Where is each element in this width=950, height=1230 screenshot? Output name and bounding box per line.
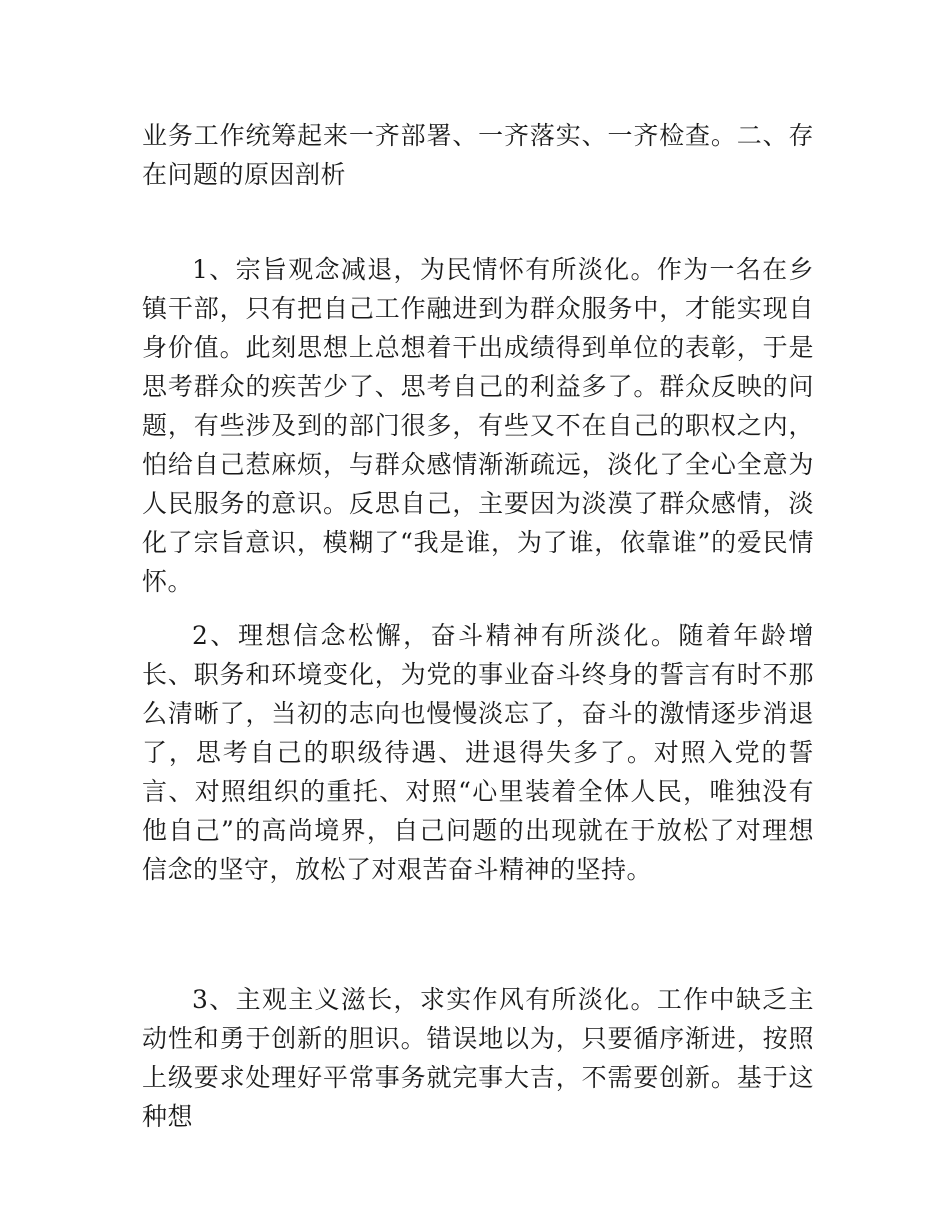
paragraph-1: 1、宗旨观念减退，为民情怀有所淡化。作为一名在乡镇干部，只有把自己工作融进到为群众服务中，才能实现自身价值。此刻思想上总想着干出成绩得到单位的表彰，于是思考群众的疾苦少了、思考自己的利益多了。群众反映的问题，有些涉及到的部门很多，有些又不在自己的职权之内，怕给自己惹麻烦，与群众感情渐渐疏远，淡化了全心全意为人民服务的意识。反思自己，主要因为淡漠了群众感情，淡化了宗旨意识，模糊了“我是谁，为了谁，依靠谁”的爱民情怀。 xyxy=(142,255,814,596)
paragraph-2: 2、理想信念松懈，奋斗精神有所淡化。随着年龄增长、职务和环境变化，为党的事业奋斗终身的誓言有时不那么清晰了，当初的志向也慢慢淡忘了，奋斗的激情逐步消退了，思考自己的职级待遇、进退得失多了。对照入党的誓言、对照组织的重托、对照“心里装着全体人民，唯独没有他自己”的高尚境界，自己问题的出现就在于放松了对理想信念的坚守，放松了对艰苦奋斗精神的坚持。 xyxy=(142,621,814,884)
paragraph-3: 3、主观主义滋长，求实作风有所淡化。工作中缺乏主动性和勇于创新的胆识。错误地以为，只要循序渐进，按照上级要求处理好平常事务就完事大吉，不需要创新。基于这种想 xyxy=(142,985,814,1131)
paragraph-continuation: 业务工作统筹起来一齐部署、一齐落实、一齐检查。二、存在问题的原因剖析 xyxy=(142,121,814,189)
